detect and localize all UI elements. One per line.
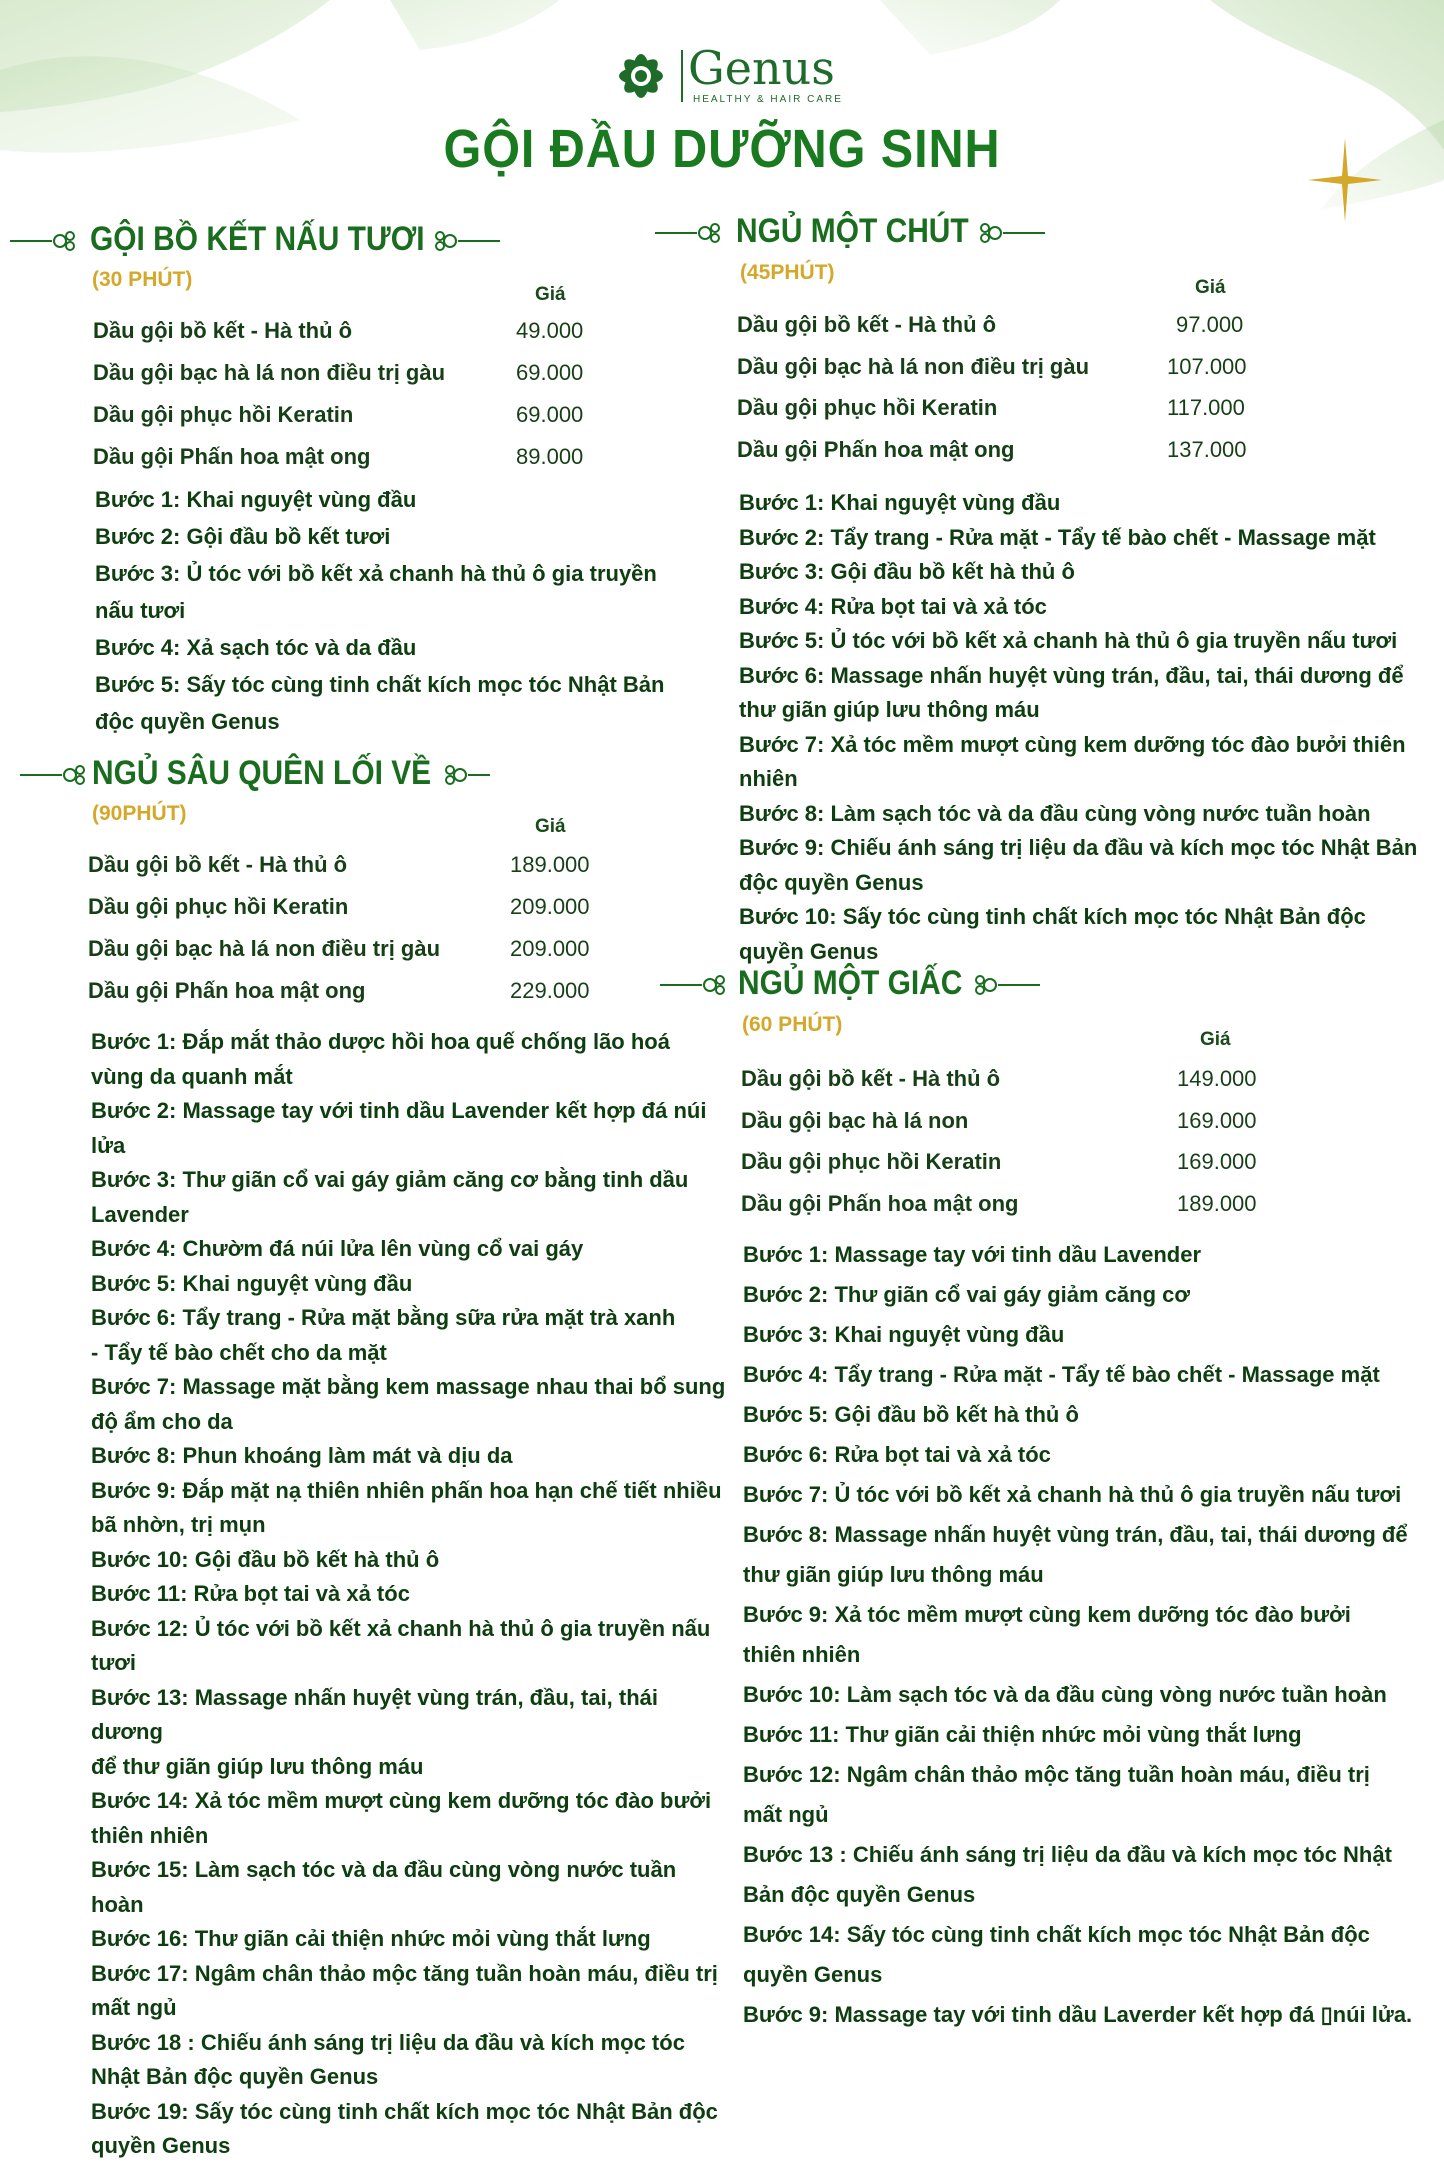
menu-item-price: 229.000: [510, 978, 590, 1003]
menu-item-name: Dầu gội bồ kết - Hà thủ ô: [737, 312, 997, 337]
menu-item-price: 137.000: [1167, 437, 1247, 462]
section-title: NGỦ SÂU QUÊN LỐI VỀ: [92, 754, 432, 792]
menu-item-price: 89.000: [516, 444, 584, 469]
menu-item-price: 209.000: [510, 894, 590, 919]
section-duration: (90PHÚT): [92, 802, 187, 825]
step-item: Bước 7: Xả tóc mềm mượt cùng kem dưỡng tóc đào bưởi thiên nhiên: [739, 731, 1406, 791]
step-item: Bước 2: Thư giãn cổ vai gáy giảm căng cơ: [743, 1282, 1191, 1307]
section-duration: (30 PHÚT): [92, 268, 193, 291]
step-item: Bước 2: Tẩy trang - Rửa mặt - Tẩy tế bào chết - Massage mặt: [739, 524, 1376, 550]
steps-list: [739, 486, 1439, 969]
step-item: Bước 18 : Chiếu ánh sáng trị liệu da đầu và kích mọc tóc Nhật Bản độc quyền Genus: [91, 2029, 685, 2089]
menu-item-name: Dầu gội bồ kết - Hà thủ ô: [741, 1066, 1001, 1091]
menu-item-price: 169.000: [1177, 1149, 1257, 1174]
menu-item-price: 69.000: [516, 402, 584, 427]
step-item: Bước 2: Massage tay với tinh dầu Lavender kết hợp đá núi lửa: [91, 1098, 707, 1158]
step-item: Bước 8: Massage nhấn huyệt vùng trán, đầu, tai, thái dương để thư giãn giúp lưu thông máu: [743, 1522, 1408, 1587]
step-item: Bước 1: Đắp mắt thảo dược hồi hoa quế chống lão hoá vùng da quanh mắt: [91, 1029, 670, 1089]
step-item: Bước 7: Massage mặt bằng kem massage nhau thai bổ sung độ ẩm cho da: [91, 1374, 726, 1434]
menu-item-price: 49.000: [516, 318, 584, 343]
step-item: Bước 6: Rửa bọt tai và xả tóc: [743, 1442, 1051, 1467]
ornament-left-icon: [655, 218, 725, 248]
menu-item-name: Dầu gội Phấn hoa mật ong: [741, 1191, 1019, 1216]
menu-item-price: 189.000: [510, 852, 590, 877]
price-column-header: Giá: [1195, 277, 1226, 298]
menu-item-name: Dầu gội Phấn hoa mật ong: [737, 437, 1015, 462]
step-item: Bước 3: Thư giãn cổ vai gáy giảm căng cơ bằng tinh dầu Lavender: [91, 1167, 689, 1227]
step-item: Bước 13: Massage nhấn huyệt vùng trán, đầu, tai, thái dương để thư giãn giúp lưu thông máu: [91, 1684, 659, 1779]
section-title: NGỦ MỘT CHÚT: [736, 212, 969, 250]
step-item: Bước 13 : Chiếu ánh sáng trị liệu da đầu và kích mọc tóc Nhật Bản độc quyền Genus: [743, 1842, 1392, 1907]
menu-item-price: 97.000: [1176, 312, 1244, 337]
step-item: Bước 17: Ngâm chân thảo mộc tăng tuần hoàn máu, điều trị mất ngủ: [91, 1960, 718, 2020]
step-item: Bước 9: Chiếu ánh sáng trị liệu da đầu và kích mọc tóc Nhật Bản độc quyền Genus: [739, 835, 1418, 895]
step-item: Bước 8: Phun khoáng làm mát và dịu da: [91, 1443, 513, 1468]
menu-item-price: 69.000: [516, 360, 584, 385]
step-item: Bước 3: Ủ tóc với bồ kết xả chanh hà thủ ô gia truyền nấu tươi: [95, 561, 657, 623]
section-header-ngu-mot-giac: [660, 964, 1060, 1008]
ornament-right-icon: [440, 760, 510, 790]
ornament-right-icon: [430, 226, 500, 256]
brand-name: Genus: [688, 41, 835, 95]
step-item: Bước 4: Chườm đá núi lửa lên vùng cổ vai gáy: [91, 1236, 584, 1261]
step-item: Bước 6: Massage nhấn huyệt vùng trán, đầu, tai, thái dương để thư giãn giúp lưu thông máu: [739, 662, 1404, 722]
step-item: Bước 14: Sấy tóc cùng tinh chất kích mọc tóc Nhật Bản độc quyền Genus: [743, 1922, 1370, 1987]
menu-item-price: 209.000: [510, 936, 590, 961]
step-item: Bước 11: Thư giãn cải thiện nhức mỏi vùng thắt lưng: [743, 1722, 1302, 1747]
menu-item-price: 169.000: [1177, 1108, 1257, 1133]
steps-list: [95, 481, 675, 740]
menu-item-name: Dầu gội bạc hà lá non điều trị gàu: [88, 936, 441, 961]
step-item: Bước 8: Làm sạch tóc và da đầu cùng vòng nước tuần hoàn: [739, 800, 1371, 826]
step-item: Bước 3: Gội đầu bồ kết hà thủ ô: [739, 559, 1075, 584]
step-item: Bước 1: Khai nguyệt vùng đầu: [95, 487, 417, 512]
step-item: Bước 12: Ủ tóc với bồ kết xả chanh hà thủ ô gia truyền nấu tươi: [91, 1615, 711, 1675]
steps-list: [91, 1025, 731, 2164]
step-item: Bước 10: Gội đầu bồ kết hà thủ ô: [91, 1546, 440, 1572]
step-item: Bước 12: Ngâm chân thảo mộc tăng tuần hoàn máu, điều trị mất ngủ: [743, 1762, 1370, 1827]
step-item: Bước 4: Xả sạch tóc và da đầu: [95, 635, 417, 660]
step-item: Bước 5: Ủ tóc với bồ kết xả chanh hà thủ ô gia truyền nấu tươi: [739, 628, 1398, 653]
menu-item-price: 117.000: [1167, 395, 1245, 420]
step-item: Bước 15: Làm sạch tóc và da đầu cùng vòng nước tuần hoàn: [91, 1857, 677, 1917]
step-item: Bước 4: Rửa bọt tai và xả tóc: [739, 593, 1047, 619]
menu-item-name: Dầu gội bồ kết - Hà thủ ô: [93, 318, 353, 343]
section-duration: (45PHÚT): [740, 261, 835, 284]
menu-item-price: 107.000: [1167, 354, 1247, 379]
steps-list: [743, 1235, 1443, 2035]
ornament-right-icon: [975, 218, 1045, 248]
step-item: Bước 9: Đắp mặt nạ thiên nhiên phấn hoa hạn chế tiết nhiều bã nhờn, trị mụn: [91, 1477, 722, 1537]
section-header-ngu-mot-chut: [655, 212, 1055, 256]
section-duration: (60 PHÚT): [742, 1013, 843, 1036]
section-header-ngu-sau: [20, 754, 540, 798]
step-item: Bước 9: Xả tóc mềm mượt cùng kem dưỡng tóc đào bưởi thiên nhiên: [743, 1602, 1351, 1667]
step-item: Bước 19: Sấy tóc cùng tinh chất kích mọc tóc Nhật Bản độc quyền Genus: [91, 2098, 718, 2158]
step-item: Bước 3: Khai nguyệt vùng đầu: [743, 1322, 1065, 1347]
ornament-left-icon: [10, 226, 80, 256]
step-item: Bước 10: Làm sạch tóc và da đầu cùng vòng nước tuần hoàn: [743, 1682, 1387, 1707]
menu-item-name: Dầu gội bạc hà lá non: [741, 1108, 969, 1133]
menu-item-name: Dầu gội phục hồi Keratin: [737, 395, 998, 420]
step-item: Bước 7: Ủ tóc với bồ kết xả chanh hà thủ ô gia truyền nấu tươi: [743, 1482, 1402, 1507]
menu-item-name: Dầu gội bạc hà lá non điều trị gàu: [93, 360, 446, 385]
step-item: Bước 4: Tẩy trang - Rửa mặt - Tẩy tế bào chết - Massage mặt: [743, 1362, 1380, 1387]
section-title: GỘI BỒ KẾT NẤU TƯƠI: [90, 220, 425, 258]
ornament-left-icon: [660, 970, 730, 1000]
step-item: Bước 10: Sấy tóc cùng tinh chất kích mọc tóc Nhật Bản độc quyền Genus: [739, 904, 1366, 964]
step-item: Bước 9: Massage tay với tinh dầu Laverder kết hợp đá ▯núi lửa.: [743, 2002, 1413, 2027]
menu-item-name: Dầu gội Phấn hoa mật ong: [88, 978, 366, 1003]
menu-item-price: 149.000: [1177, 1066, 1257, 1091]
step-item: Bước 1: Massage tay với tinh dầu Lavender: [743, 1242, 1202, 1267]
ornament-left-icon: [20, 760, 90, 790]
menu-item-price: 189.000: [1177, 1191, 1257, 1216]
brand-tagline: HEALTHY & HAIR CARE: [693, 94, 843, 105]
step-item: Bước 5: Sấy tóc cùng tinh chất kích mọc tóc Nhật Bản độc quyền Genus: [95, 672, 665, 734]
ornament-right-icon: [970, 970, 1040, 1000]
section-title: NGỦ MỘT GIẤC: [738, 964, 963, 1002]
menu-item-name: Dầu gội Phấn hoa mật ong: [93, 444, 371, 469]
price-column-header: Giá: [1200, 1029, 1231, 1050]
step-item: Bước 16: Thư giãn cải thiện nhức mỏi vùng thắt lưng: [91, 1926, 651, 1951]
menu-item-name: Dầu gội bồ kết - Hà thủ ô: [88, 852, 348, 877]
sparkle-icon: [1308, 138, 1382, 222]
step-item: Bước 1: Khai nguyệt vùng đầu: [739, 490, 1061, 515]
step-item: Bước 5: Gội đầu bồ kết hà thủ ô: [743, 1402, 1079, 1427]
menu-item-name: Dầu gội phục hồi Keratin: [93, 402, 354, 427]
step-item: Bước 2: Gội đầu bồ kết tươi: [95, 524, 391, 549]
page-title: GỘI ĐẦU DƯỠNG SINH: [443, 119, 1001, 179]
menu-item-name: Dầu gội phục hồi Keratin: [88, 894, 349, 919]
menu-item-name: Dầu gội bạc hà lá non điều trị gàu: [737, 354, 1090, 379]
step-item: Bước 5: Khai nguyệt vùng đầu: [91, 1270, 413, 1296]
price-column-header: Giá: [535, 284, 566, 305]
section-header-goi-bo-ket: [10, 220, 490, 264]
step-item: Bước 6: Tẩy trang - Rửa mặt bằng sữa rửa mặt trà xanh - Tẩy tế bào chết cho da mặt: [91, 1305, 676, 1365]
step-item: Bước 14: Xả tóc mềm mượt cùng kem dưỡng tóc đào bưởi thiên nhiên: [91, 1788, 712, 1848]
step-item: Bước 11: Rửa bọt tai và xả tóc: [91, 1581, 410, 1606]
menu-item-name: Dầu gội phục hồi Keratin: [741, 1149, 1002, 1174]
price-column-header: Giá: [535, 816, 566, 837]
